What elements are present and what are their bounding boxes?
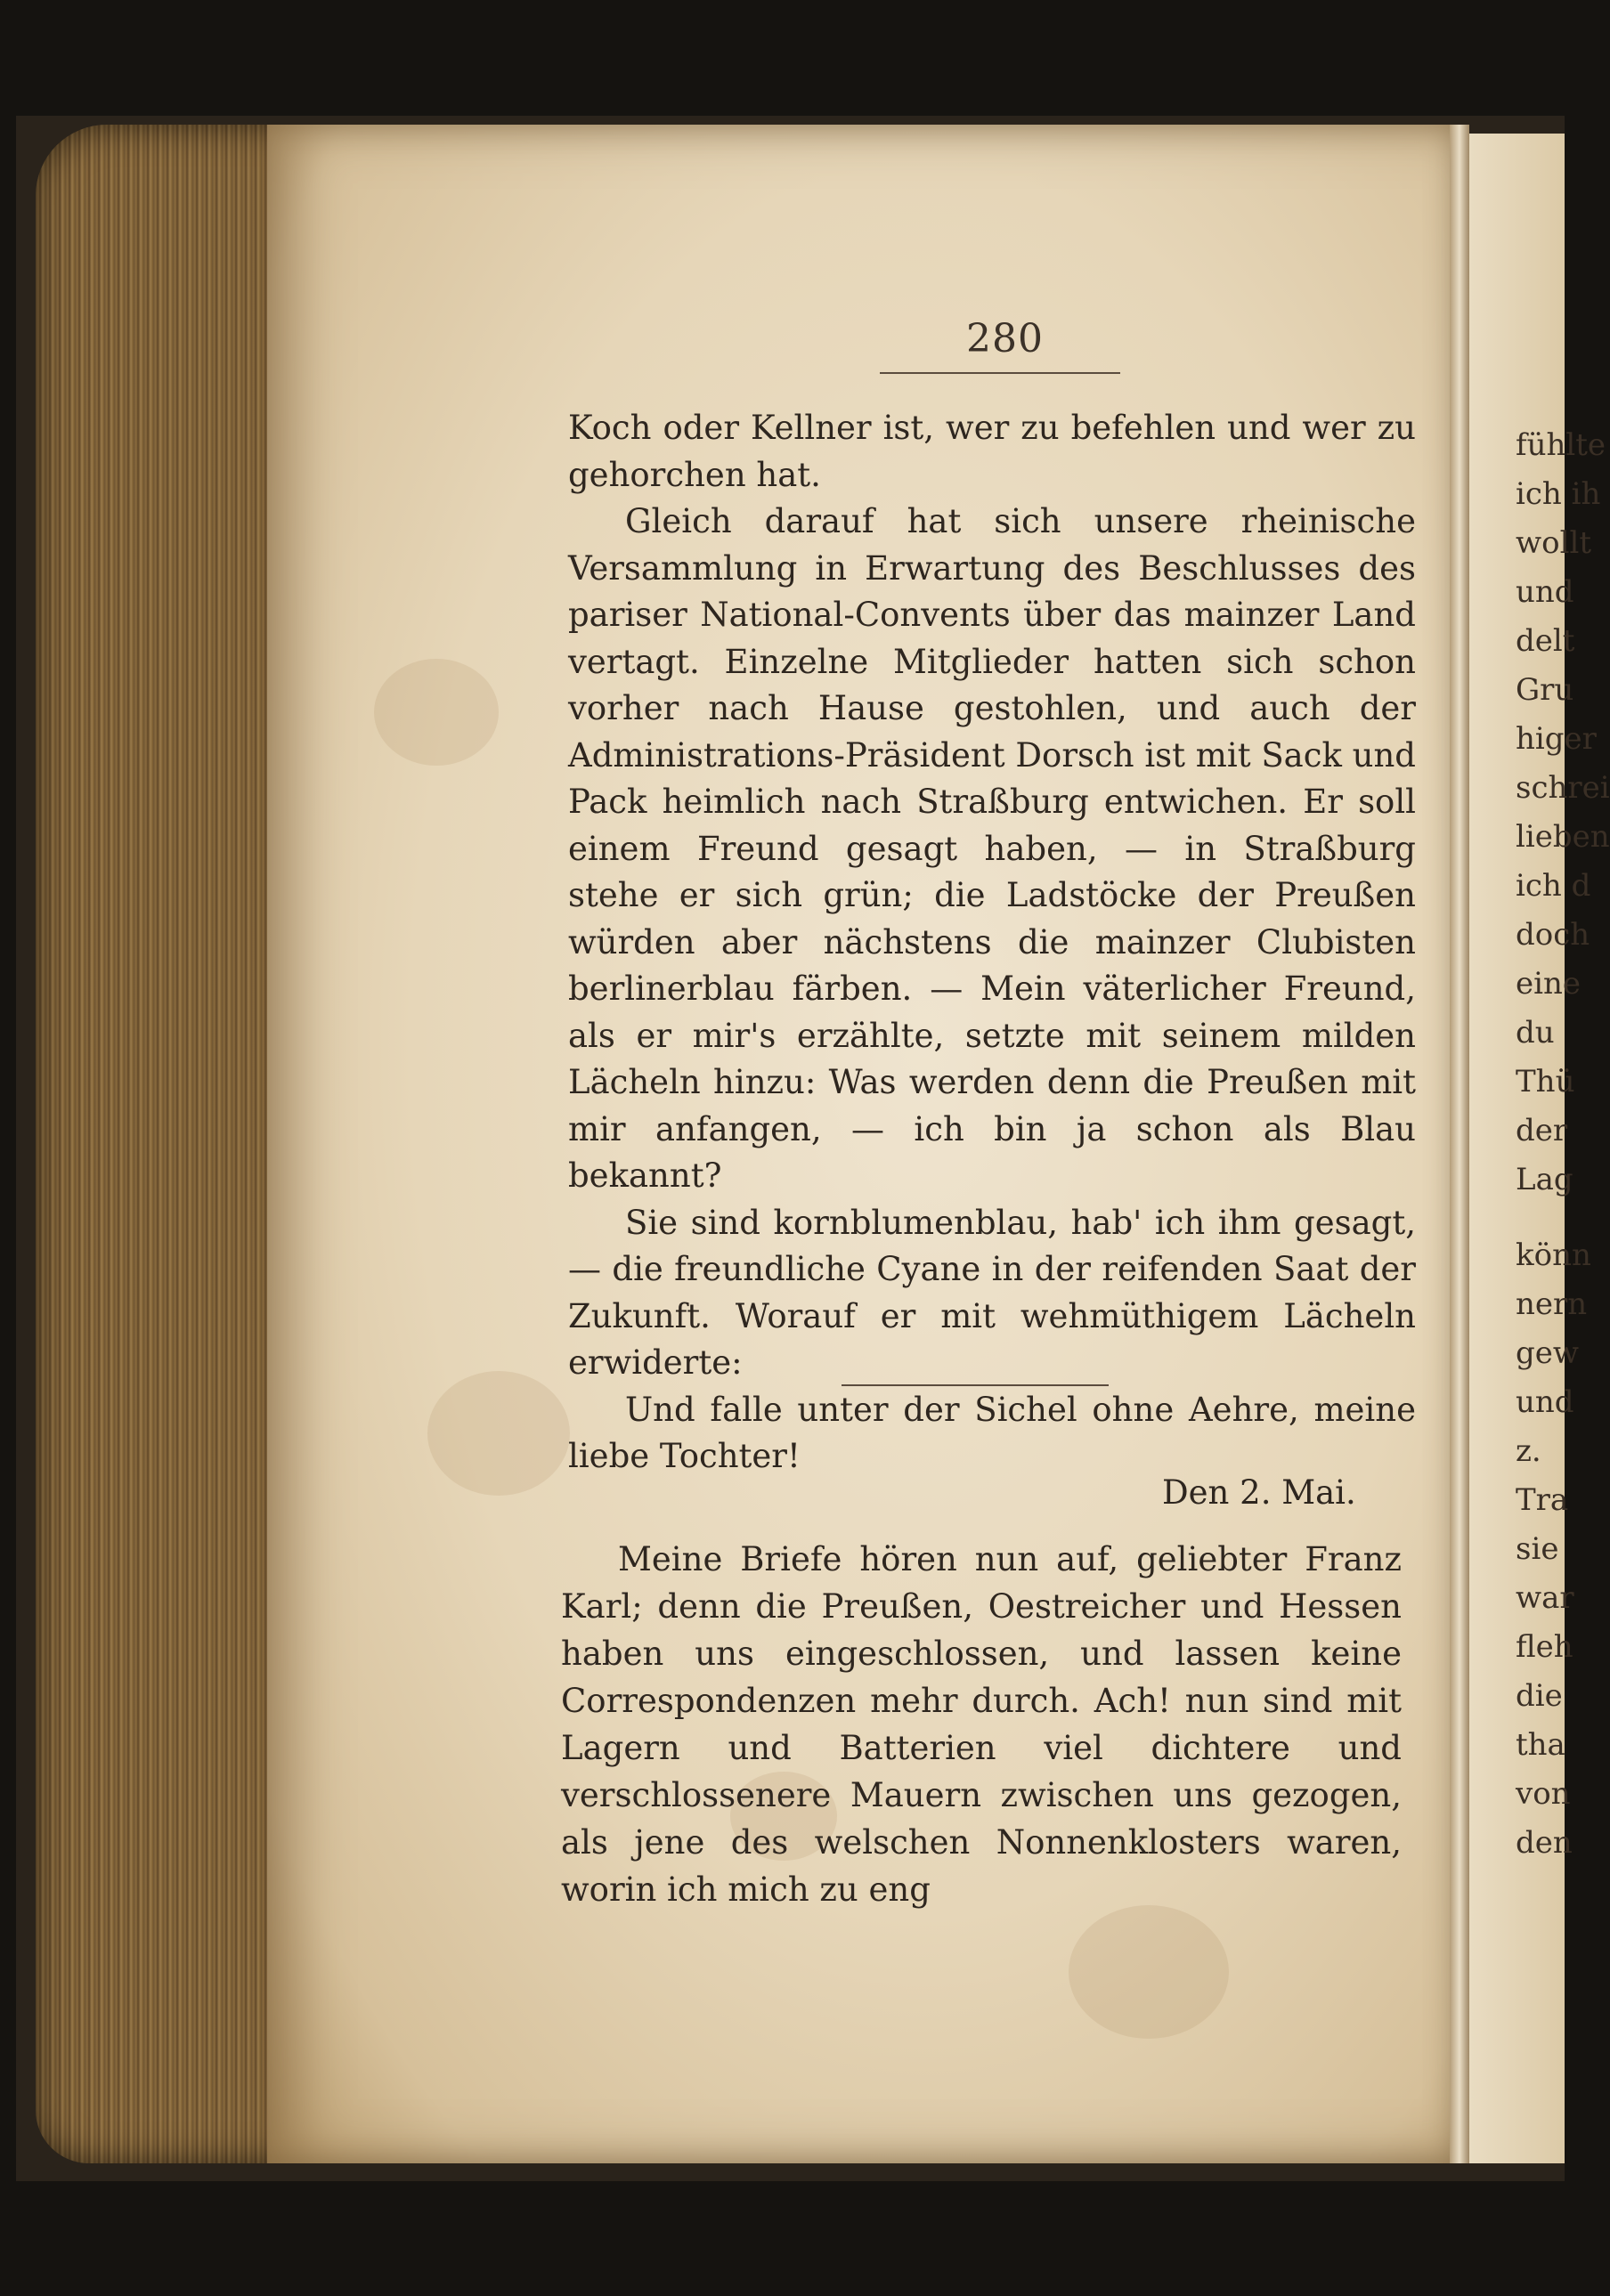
stain xyxy=(1069,1905,1229,2039)
paragraph: Gleich darauf hat sich unsere rheinische Versammlung in Erwartung des Beschlusses des pariser National-Convents über das mainzer Land vertagt. Einzelne Mitglieder hatten sich schon vorher nach Hause gestohlen, und auch der Administrations-Präsident Dorsch ist mit Sack und Pack heimlich nach Straßburg entwichen. Er soll einem Freund gesagt haben, — in Straßburg stehe er sich grün; die Ladstöcke der Preußen würden aber nächstens die mainzer Clubisten berlinerblau färben. — Mein väterlicher Freund, als er mir's erzählte, setzte mit seinem milden Lächeln hinzu: Was werden denn die Preußen mit mir anfangen, — ich bin ja schon als Blau bekannt? xyxy=(568,502,1416,1195)
next-page-fragment: delt xyxy=(1516,623,1575,659)
next-page-fragment: lieben xyxy=(1516,819,1610,855)
next-page-fragment: z. xyxy=(1516,1433,1541,1469)
next-page-fragment: ich ih xyxy=(1516,476,1601,512)
paragraph: Und falle unter der Sichel ohne Aehre, meine liebe Tochter! xyxy=(568,1390,1416,1475)
next-page-fragment: Tra xyxy=(1516,1482,1569,1518)
next-page-fragment: du xyxy=(1516,1015,1555,1051)
next-page-fragment: wollt xyxy=(1516,525,1591,561)
next-page-fragment: schrei xyxy=(1516,770,1610,806)
right-page-edge xyxy=(1469,134,1610,2163)
next-page-fragment: fühlte xyxy=(1516,427,1606,463)
next-page-fragment: könn xyxy=(1516,1237,1591,1273)
next-page-fragment: eine xyxy=(1516,966,1582,1002)
next-page-fragment: den xyxy=(1516,1825,1573,1861)
paragraph: Sie sind kornblumenblau, hab' ich ihm gesagt, — die freundliche Cyane in der reifenden Saat der Zukunft. Worauf er mit wehmüthigem Lächeln erwiderte: xyxy=(568,1203,1416,1382)
letter-text xyxy=(561,1536,1402,1913)
next-page-fragment: doch xyxy=(1516,917,1590,953)
paragraph: Koch oder Kellner ist, wer zu befehlen und wer zu gehorchen hat. xyxy=(568,409,1416,494)
section-divider xyxy=(842,1384,1109,1386)
next-page-fragment: die xyxy=(1516,1678,1563,1714)
page-number: 280 xyxy=(966,316,1044,361)
next-page-fragment: Gru xyxy=(1516,672,1574,708)
next-page-fragment: der xyxy=(1516,1113,1568,1148)
next-page-fragment: fleh xyxy=(1516,1629,1573,1665)
stain xyxy=(374,659,499,766)
next-page-fragment: tha xyxy=(1516,1727,1565,1763)
next-page-fragment: higer xyxy=(1516,721,1597,757)
stain xyxy=(427,1371,570,1496)
next-page-fragment: Lag xyxy=(1516,1162,1573,1197)
header-rule xyxy=(880,372,1120,374)
next-page-fragment: von xyxy=(1516,1776,1571,1812)
gutter xyxy=(1450,125,1469,2163)
next-page-fragment: ich d xyxy=(1516,868,1591,904)
next-page-fragment: gew xyxy=(1516,1335,1579,1371)
next-page-fragment: und xyxy=(1516,574,1574,610)
dateline: Den 2. Mai. xyxy=(1162,1473,1356,1512)
next-page-fragment: Thü xyxy=(1516,1064,1575,1099)
page-edges xyxy=(36,125,303,2163)
next-page-fragment: nern xyxy=(1516,1286,1588,1322)
body-text xyxy=(568,405,1416,1481)
paragraph: Meine Briefe hören nun auf, geliebter Franz Karl; denn die Preußen, Oestreicher und Hessen haben uns eingeschlossen, und lassen keine Correspondenzen mehr durch. Ach! nun sind mit Lagern und Batterien viel dichtere und verschlossenere Mauern zwischen uns gezogen, als jene des welschen Nonnenklosters waren, worin ich mich zu eng xyxy=(561,1540,1402,1909)
next-page-fragment: sie xyxy=(1516,1531,1559,1567)
next-page-fragment: und xyxy=(1516,1384,1574,1420)
next-page-fragment: war xyxy=(1516,1580,1574,1616)
